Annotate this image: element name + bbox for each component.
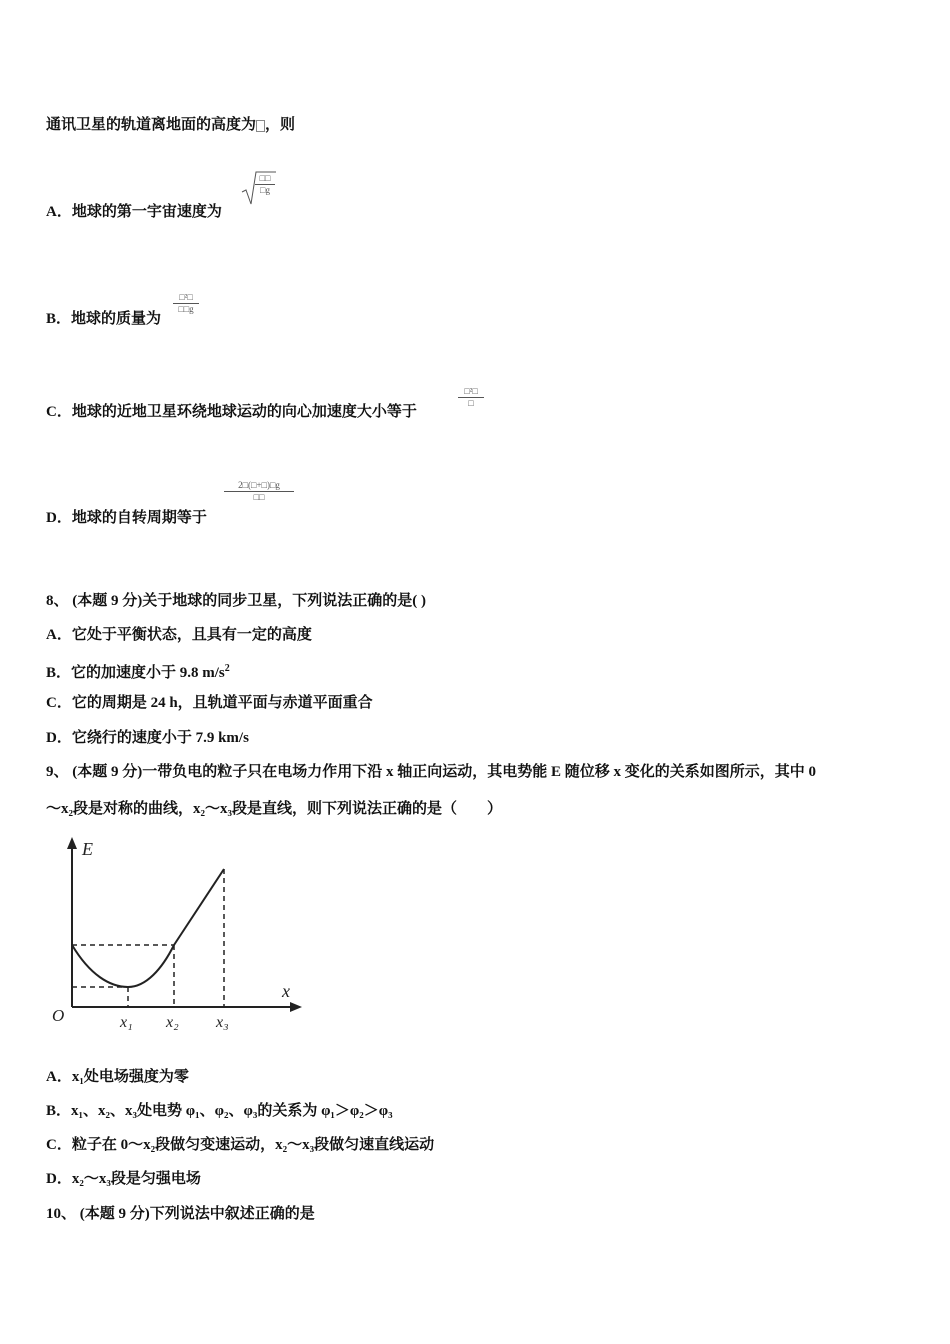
origin-label: O bbox=[52, 1006, 65, 1025]
formula-d-num: 2□(□+□)□g bbox=[238, 480, 280, 490]
q7-option-c bbox=[46, 402, 417, 422]
q9-option-c: C．粒子在 0～x₂段做匀变速运动，x₂～x₃段做匀速直线运动 bbox=[46, 1137, 435, 1153]
option-text: 地球的质量为 bbox=[71, 311, 162, 327]
formula-a-den: □g bbox=[260, 185, 270, 195]
option-letter: B． bbox=[46, 311, 72, 327]
tick-label-x3: x₃ bbox=[216, 1014, 229, 1031]
q10-stem: 10、 (本题 9 分)下列说法中叙述正确的是 bbox=[46, 1206, 315, 1222]
q8-option-c: C．它的周期是 24 h，且轨道平面与赤道平面重合 bbox=[46, 695, 373, 711]
q7-option-b bbox=[46, 309, 161, 329]
q8-stem: 8、 (本题 9 分)关于地球的同步卫星，下列说法正确的是( ) bbox=[46, 593, 426, 609]
q8-option-b-sup: 2 bbox=[224, 663, 230, 674]
tick-label-x2: x₂ bbox=[166, 1014, 179, 1031]
x-axis-label: x bbox=[282, 981, 290, 1001]
formula-c-den: □ bbox=[468, 398, 474, 408]
option-letter: C． bbox=[46, 404, 72, 420]
q9-stem-line1: 9、 (本题 9 分)一带负电的粒子只在电场力作用下沿 x 轴正向运动，其电势能 E 随位移 x 变化的关系如图所示，其中 0 bbox=[46, 764, 816, 780]
formula-c bbox=[458, 386, 484, 409]
option-letter: D． bbox=[46, 510, 72, 526]
energy-displacement-graph bbox=[50, 835, 310, 1035]
option-text: 地球的近地卫星环绕地球运动的向心加速度大小等于 bbox=[71, 404, 417, 420]
formula-a bbox=[255, 173, 275, 196]
q9-option-a: A．x₁处电场强度为零 bbox=[46, 1069, 189, 1085]
formula-placeholder-icon bbox=[256, 120, 265, 132]
x-axis-arrow-icon bbox=[290, 1002, 302, 1012]
option-letter: A． bbox=[46, 204, 72, 220]
q8-option-b bbox=[46, 659, 230, 683]
q7-option-a bbox=[46, 202, 222, 222]
formula-b bbox=[173, 292, 199, 315]
option-text: 地球的第一宇宙速度为 bbox=[71, 204, 222, 220]
formula-c-num: □²□ bbox=[464, 386, 478, 396]
energy-curve bbox=[72, 945, 174, 987]
option-text: 地球的自转周期等于 bbox=[71, 510, 207, 526]
q8-option-d: D．它绕行的速度小于 7.9 km/s bbox=[46, 730, 249, 746]
q9-option-d: D．x₂～x₃段是匀强电场 bbox=[46, 1171, 201, 1187]
formula-b-num: □²□ bbox=[179, 292, 193, 302]
intro-suffix: ，则 bbox=[265, 117, 296, 133]
tick-label-x1: x₁ bbox=[120, 1014, 133, 1031]
q8-option-a: A．它处于平衡状态，且具有一定的高度 bbox=[46, 627, 312, 643]
q8-option-b-text: B．它的加速度小于 9.8 m/s bbox=[46, 665, 225, 681]
formula-d-den: □□ bbox=[253, 492, 265, 502]
y-axis-label: E bbox=[82, 839, 93, 859]
q9-stem-line2: ～x₂段是对称的曲线，x₂～x₃段是直线，则下列说法正确的是（ ） bbox=[46, 801, 502, 817]
q9-option-b: B．x₁、x₂、x₃处电势 φ₁、φ₂、φ₃的关系为 φ₁＞φ₂＞φ₃ bbox=[46, 1103, 393, 1119]
energy-line-segment bbox=[174, 869, 224, 945]
intro-line bbox=[46, 115, 295, 135]
intro-text: 通讯卫星的轨道离地面的高度为 bbox=[46, 117, 257, 133]
q7-option-d bbox=[46, 508, 207, 528]
y-axis-arrow-icon bbox=[67, 837, 77, 849]
formula-a-num: □□ bbox=[259, 173, 271, 183]
formula-d bbox=[224, 480, 294, 503]
formula-b-den: □□g bbox=[178, 304, 194, 314]
